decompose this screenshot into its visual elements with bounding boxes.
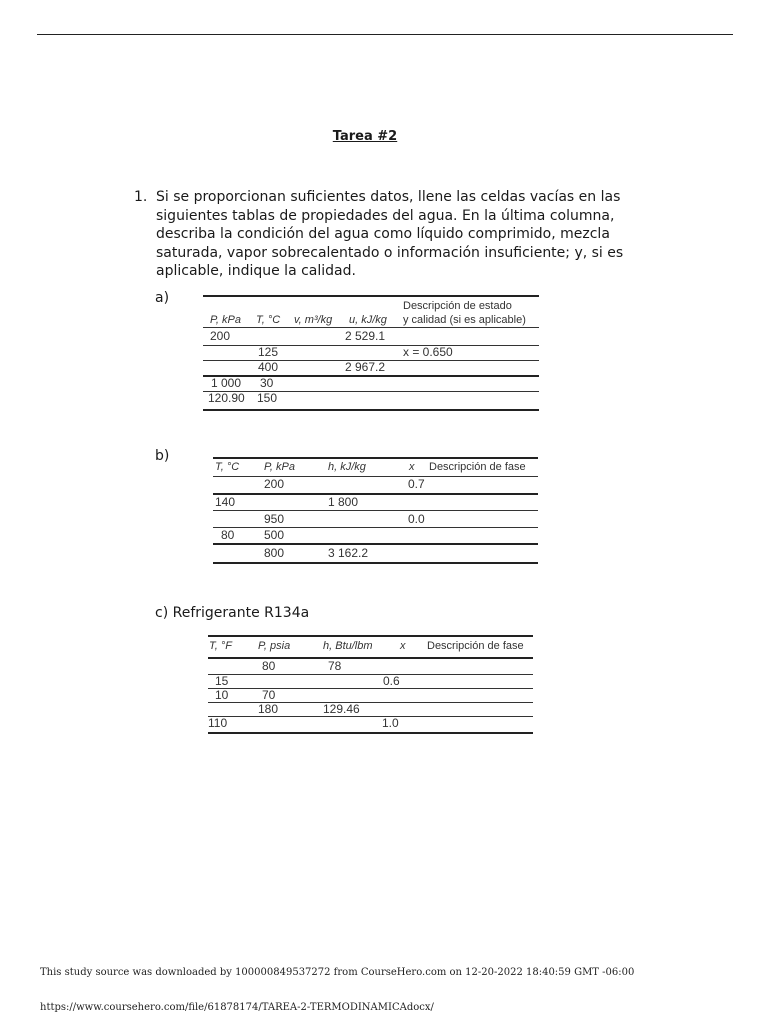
table-a-row-rule (203, 375, 539, 377)
table-c-cell-h: 78 (328, 659, 342, 673)
table-b-row-rule (213, 527, 538, 528)
table-a-header-u: u, kJ/kg (349, 314, 387, 326)
table-a-cell-p: 120.90 (208, 391, 245, 405)
table-c-cell-t: 15 (215, 674, 229, 688)
table-b-cell-h: 1 800 (328, 495, 359, 509)
table-b-cell-p: 950 (264, 512, 285, 526)
table-b-bottom-rule (213, 562, 538, 564)
table-c-cell-p: 180 (258, 702, 279, 716)
table-b-top-rule (213, 457, 538, 459)
question-number: 1. (134, 189, 148, 205)
question-text: Si se proporcionan suficientes datos, llene las celdas vacías en las siguientes tablas de propiedades del agua. En la última columna, describa la condición del agua como líquido comprimido, mezcla saturada, vapor sobrecalentado o información insuficiente; y, si es aplicable, indique la calidad. (156, 189, 624, 279)
table-a-cell-p: 1 000 (211, 376, 242, 390)
table-b-row-rule (213, 543, 538, 545)
table-a-cell-t: 150 (257, 391, 278, 405)
table-c-cell-p: 70 (262, 688, 276, 702)
table-c-cell-x: 1.0 (382, 716, 399, 730)
table-a-cell-desc: x = 0.650 (403, 345, 453, 359)
table-c-header-h: h, Btu/lbm (323, 640, 373, 652)
part-a-label: a) (155, 290, 170, 306)
table-b-header-x: x (409, 461, 415, 473)
table-b-header-desc: Descripción de fase (429, 461, 526, 473)
table-a-top-rule (203, 295, 539, 297)
top-rule (37, 34, 733, 35)
table-c-cell-h: 129.46 (323, 702, 360, 716)
table-c-cell-t: 110 (208, 716, 228, 730)
table-a-header-desc-1: Descripción de estado (403, 300, 512, 312)
table-b-cell-p: 800 (264, 546, 285, 560)
table-a-row-rule (203, 345, 539, 346)
part-c-label: c) Refrigerante R134a (155, 605, 310, 621)
table-a-header-t: T, °C (256, 314, 281, 326)
table-c-row-rule (208, 716, 533, 717)
table-b-cell-p: 200 (264, 477, 285, 491)
table-a-header-rule (203, 327, 539, 328)
part-b-label: b) (155, 448, 170, 464)
table-c-header-x: x (400, 640, 406, 652)
table-b-cell-t: 80 (221, 528, 235, 542)
table-a-cell-u: 2 529.1 (345, 329, 386, 343)
table-b-row-rule (213, 493, 538, 495)
table-c-row-rule (208, 674, 533, 675)
table-b-cell-x: 0.7 (408, 477, 425, 491)
table-c-header-rule (208, 657, 533, 659)
table-b-header-h: h, kJ/kg (328, 461, 366, 473)
table-c-top-rule (208, 635, 533, 637)
download-notice: This study source was downloaded by 100000849537272 from CourseHero.com on 12-20-2022 18:40:59 GMT -06:00 (40, 967, 635, 978)
table-c-row-rule (208, 688, 533, 689)
source-url[interactable]: https://www.coursehero.com/file/61878174/TAREA-2-TERMODINAMICAdocx/ (40, 1002, 434, 1013)
table-a-cell-t: 400 (258, 360, 279, 374)
table-a-header-p: P, kPa (210, 314, 241, 326)
table-b-cell-x: 0.0 (408, 512, 425, 526)
table-b-row-rule (213, 510, 538, 511)
table-c-cell-x: 0.6 (383, 674, 400, 688)
table-a-bottom-rule (203, 409, 539, 411)
table-c-header-p: P, psia (258, 640, 291, 652)
table-a-row-rule (203, 391, 539, 392)
table-a-header-desc-2: y calidad (si es aplicable) (403, 314, 526, 326)
table-b-cell-p: 500 (264, 528, 285, 542)
table-b-header-p: P, kPa (264, 461, 295, 473)
table-c-cell-p: 80 (262, 659, 276, 673)
table-c-cell-t: 10 (215, 688, 229, 702)
page-title: Tarea #2 (332, 129, 398, 144)
table-a-cell-u: 2 967.2 (345, 360, 386, 374)
table-a-cell-t: 30 (260, 376, 274, 390)
table-b-cell-h: 3 162.2 (328, 546, 369, 560)
table-c-header-desc: Descripción de fase (427, 640, 524, 652)
table-a-header-v: v, m³/kg (294, 314, 333, 326)
table-c-bottom-rule (208, 732, 533, 734)
table-b-header-rule (213, 476, 538, 477)
table-c-header-t: T, °F (209, 640, 232, 652)
table-b-cell-t: 140 (215, 495, 236, 509)
table-c-row-rule (208, 702, 533, 703)
table-b-header-t: T, °C (215, 461, 240, 473)
table-a-cell-p: 200 (210, 329, 231, 343)
table-a-cell-t: 125 (258, 345, 279, 359)
